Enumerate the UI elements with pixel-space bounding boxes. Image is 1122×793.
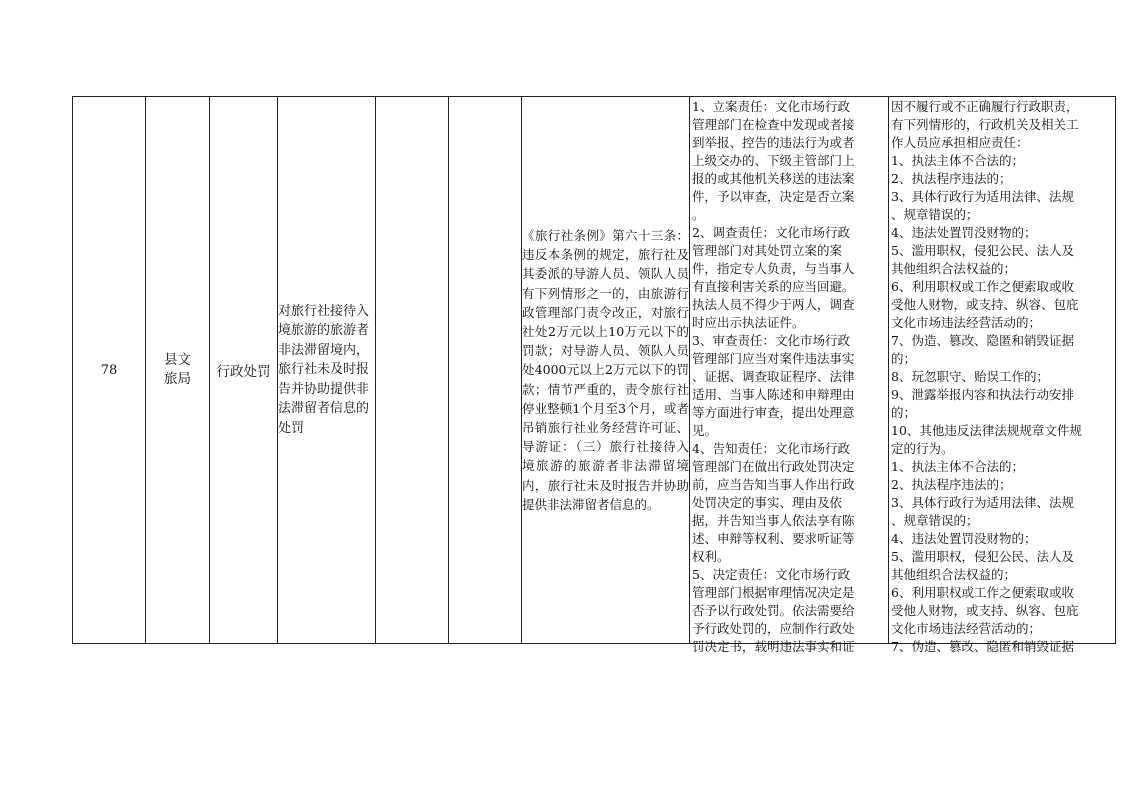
liability-line: 1、执法主体不合法的； (891, 153, 1024, 168)
liability-line: 5、滥用职权，侵犯公民、法人及 (891, 549, 1074, 564)
responsibility-line: 上级交办的、下级主管部门上 (692, 153, 855, 168)
row-number-cell (73, 97, 146, 644)
liability-line: 2、执法程序违法的； (891, 477, 1012, 492)
liability-line: 4、违法处置罚没财物的； (891, 531, 1037, 546)
responsibility-line: 管理部门应当对案件违法事实 (692, 351, 855, 366)
liability-line: 6、利用职权或工作之便索取或收 (891, 585, 1074, 600)
responsibility-line: 时应出示执法证件。 (692, 315, 805, 330)
liability-line: 9、泄露举报内容和执法行动安排 (891, 387, 1074, 402)
responsibility-line: 述、申辩等权利、要求听证等 (692, 531, 855, 546)
responsibility-line: 否予以行政处罚。依法需要给 (692, 603, 855, 618)
power-type-cell (210, 97, 278, 644)
table-row (73, 97, 1116, 644)
liability-line: 有下列情形的，行政机关及相关工 (891, 117, 1079, 132)
liability-line: 6、利用职权或工作之便索取或收 (891, 279, 1074, 294)
responsibility-line: 管理部门在检查中发现或者接 (692, 117, 855, 132)
liability-line: 因不履行或不正确履行行政职责， (891, 99, 1079, 114)
liability-line: 7、伪造、篡改、隐匿和销毁证据 (891, 639, 1074, 654)
liability-list (889, 97, 1115, 654)
liability-line: 4、违法处置罚没财物的； (891, 225, 1037, 240)
legal-basis-cell (522, 97, 690, 644)
liability-line: 文化市场违法经营活动的； (891, 621, 1042, 636)
liability-line: 、规章错误的； (891, 207, 979, 222)
liability-line: 其他组织合法权益的； (891, 567, 1017, 582)
responsibility-line: 到举报、控告的违法行为或者 (692, 135, 855, 150)
responsibility-line: 2、调查责任：文化市场行政 (692, 225, 850, 240)
responsibility-line: 报的或其他机关移送的违法案 (692, 171, 855, 186)
power-type: 行政处罚 (216, 364, 271, 380)
responsibility-list (690, 97, 888, 654)
liability-line: 文化市场违法经营活动的； (891, 315, 1042, 330)
liability-line: 作人员应承担相应责任： (891, 135, 1029, 150)
responsibility-line: 件，指定专人负责，与当事人 (692, 261, 855, 276)
liability-line: 、规章错误的； (891, 513, 979, 528)
sub-item-cell (376, 97, 449, 644)
liability-line: 受他人财物，或支持、纵容、包庇 (891, 297, 1079, 312)
responsibility-line: 管理部门在做出行政处罚决定 (692, 459, 855, 474)
department-cell (146, 97, 210, 644)
responsibility-line: 罚决定书，载明违法事实和证 (692, 639, 855, 654)
responsibility-cell (690, 97, 889, 654)
liability-line: 3、具体行政行为适用法律、法规 (891, 495, 1074, 510)
row-number: 78 (100, 362, 118, 378)
responsibility-line: 。 (692, 207, 705, 222)
responsibility-line: 见。 (692, 423, 718, 438)
responsibility-line: 执法人员不得少于两人，调查 (692, 297, 855, 312)
liability-line: 5、滥用职权，侵犯公民、法人及 (891, 243, 1074, 258)
responsibility-line: 据，并告知当事人依法享有陈 (692, 513, 855, 528)
liability-line: 8、玩忽职守、贻误工作的； (891, 369, 1049, 384)
responsibility-line: 5、决定责任：文化市场行政 (692, 567, 850, 582)
responsibility-line: 等方面进行审查，提出处理意 (692, 405, 855, 420)
responsibility-line: 有直接利害关系的应当回避。 (692, 279, 855, 294)
responsibility-line: 权利。 (692, 549, 730, 564)
liability-line: 10、其他违反法律法规规章文件规 (891, 423, 1082, 438)
liability-line: 其他组织合法权益的； (891, 261, 1017, 276)
code-cell (449, 97, 522, 644)
liability-line: 的； (891, 405, 917, 420)
responsibility-line: 适用、当事人陈述和申辩理由 (692, 387, 855, 402)
liability-line: 定的行为。 (891, 441, 954, 456)
responsibility-line: 管理部门对其处罚立案的案 (692, 243, 843, 258)
item-name-cell (278, 97, 376, 644)
liability-line: 受他人财物，或支持、纵容、包庇 (891, 603, 1079, 618)
liability-line: 7、伪造、篡改、隐匿和销毁证据 (891, 333, 1074, 348)
power-list-table (72, 96, 1116, 654)
responsibility-line: 前，应当告知当事人作出行政 (692, 477, 855, 492)
responsibility-line: 管理部门根据审理情况决定是 (692, 585, 855, 600)
department-name: 县文旅局 (164, 352, 191, 387)
responsibility-line: 1、立案责任：文化市场行政 (692, 99, 850, 114)
responsibility-line: 予行政处罚的，应制作行政处 (692, 621, 855, 636)
responsibility-line: 件，予以审查，决定是否立案 (692, 189, 855, 204)
item-name: 对旅行社接待入境旅游的旅游者非法滞留境内，旅行社未及时报告并协助提供非法滞留者信息的处罚 (278, 303, 370, 436)
responsibility-line: 、证据、调查取证程序、法律 (692, 369, 855, 384)
liability-line: 3、具体行政行为适用法律、法规 (891, 189, 1074, 204)
legal-basis-text: 《旅行社条例》第六十三条：违反本条例的规定，旅行社及其委派的导游人员、领队人员有下列情形之一的，由旅游行政管理部门责令改正，对旅行社处2万元以上10万元以下的罚款；对导游人员、领队人员处4000元以上2万元以下的罚款；情节严重的，责令旅行社停业整顿1个月至3个月，或者吊销旅行社业务经营许可证、导游证：（三）旅行社接待入境旅游的旅游者非法滞留境内，旅行社未及时报告并协助提供非法滞留者信息的。 (522, 227, 689, 512)
liability-line: 2、执法程序违法的； (891, 171, 1012, 186)
responsibility-line: 3、审查责任：文化市场行政 (692, 333, 850, 348)
responsibility-line: 处罚决定的事实、理由及依 (692, 495, 843, 510)
liability-line: 的； (891, 351, 917, 366)
liability-line: 1、执法主体不合法的； (891, 459, 1024, 474)
liability-cell (889, 97, 1116, 654)
responsibility-line: 4、告知责任：文化市场行政 (692, 441, 850, 456)
